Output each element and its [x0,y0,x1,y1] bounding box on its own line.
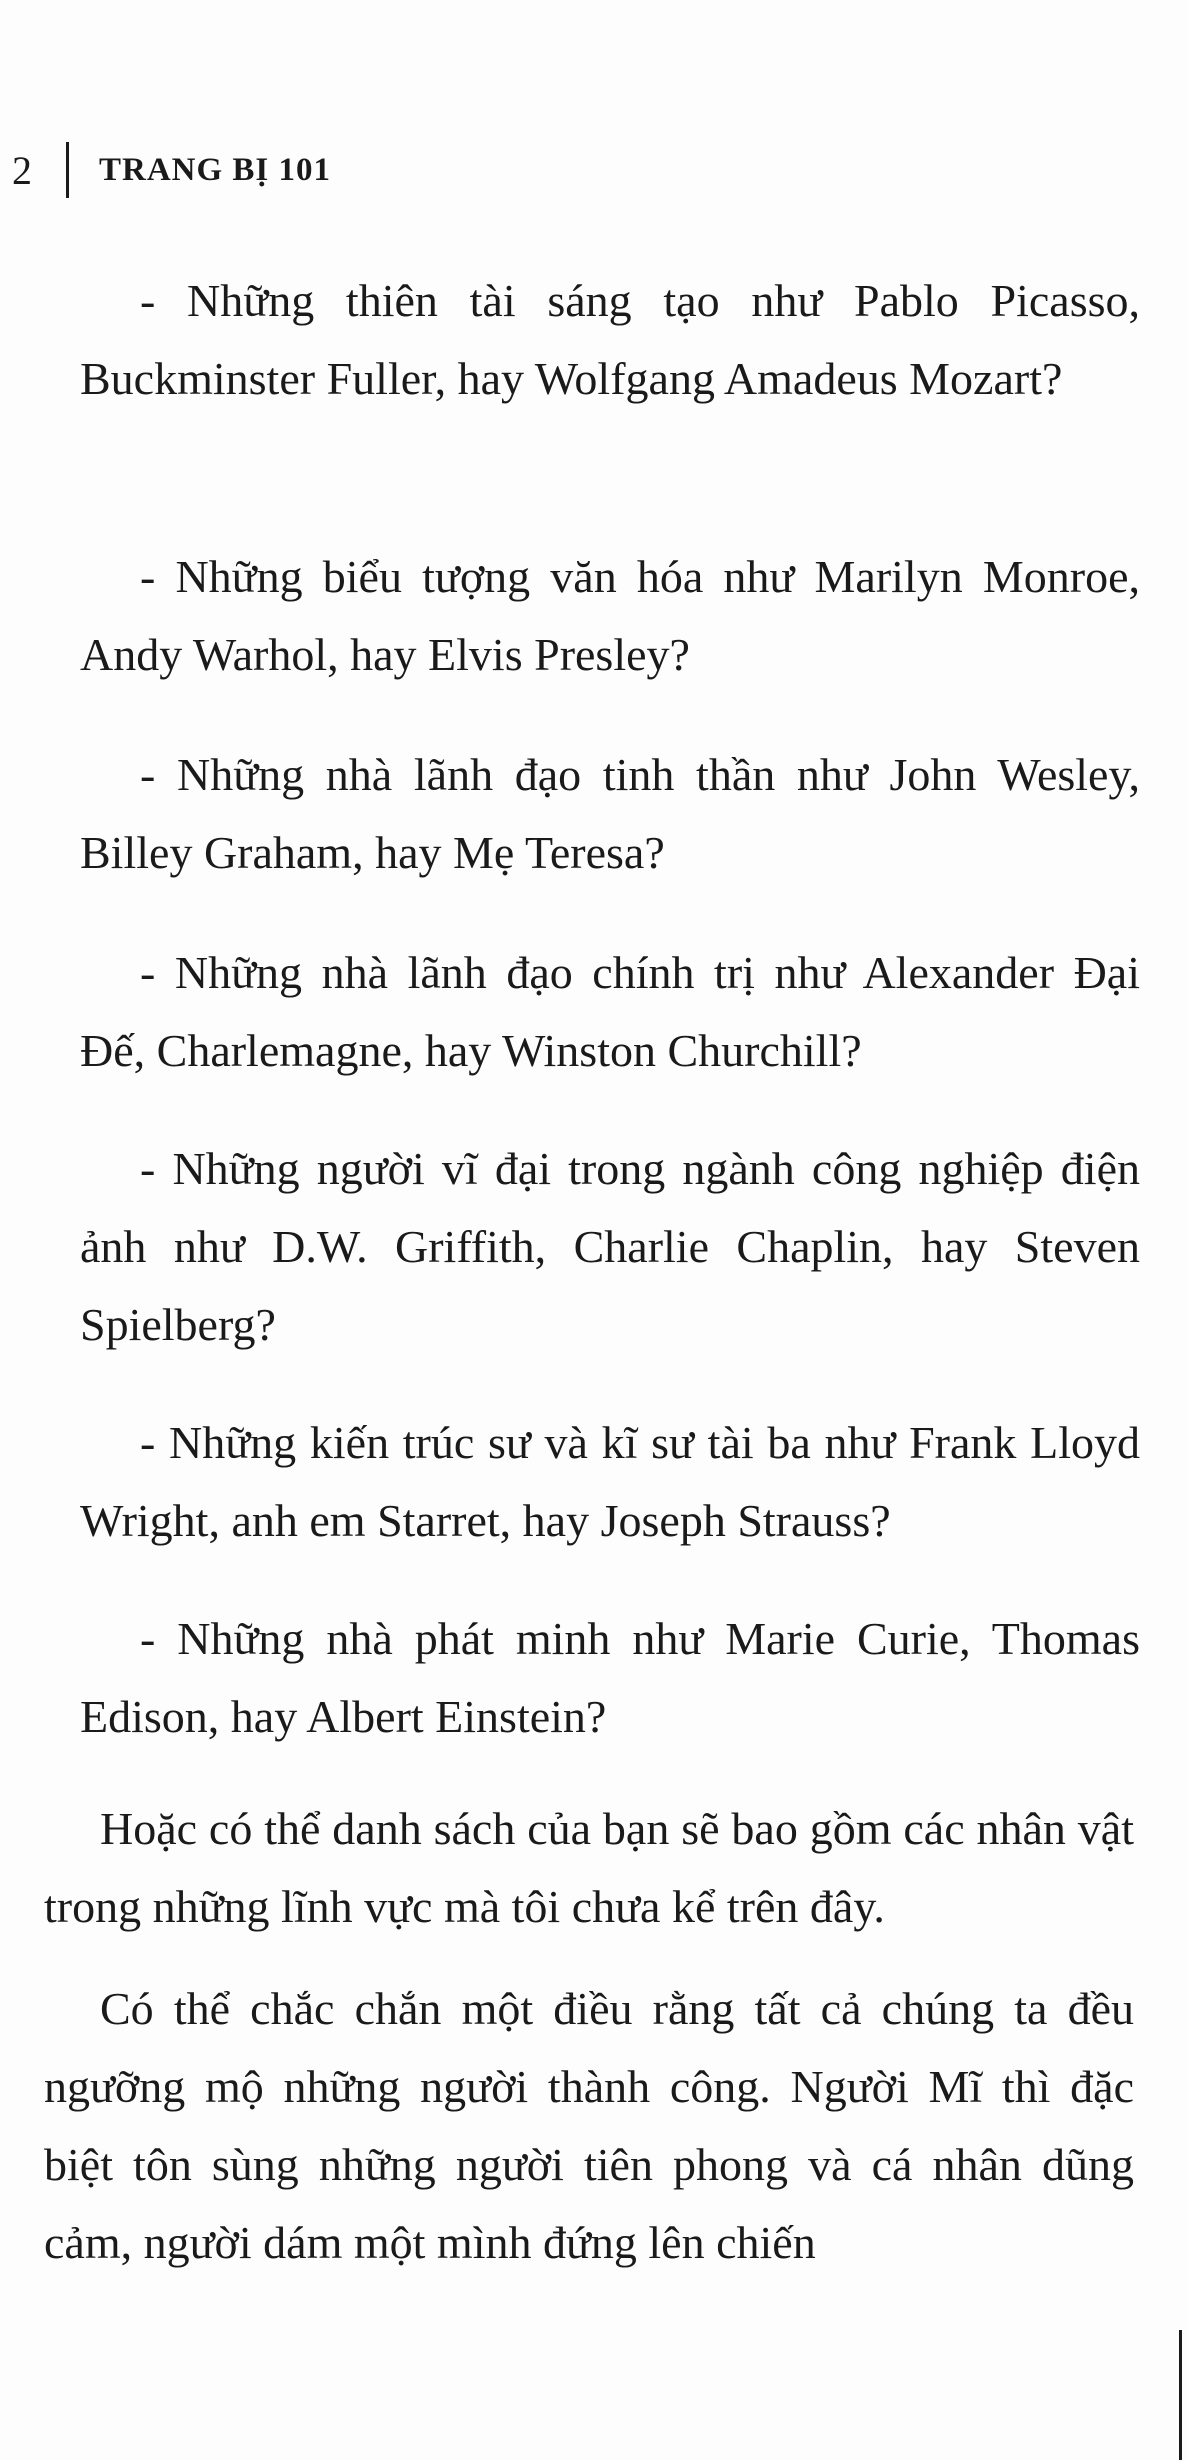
page-edge-line [1179,2330,1182,2460]
list-item-cultural-icons: - Những biểu tượng văn hóa như Marilyn Monroe, Andy Warhol, hay Elvis Presley? [80,551,1140,680]
list-item-creative-geniuses: - Những thiên tài sáng tạo như Pablo Picasso, Buckminster Fuller, hay Wolfgang Amadeus Mozart? [80,275,1140,404]
list-item-inventors: - Những nhà phát minh như Marie Curie, Thomas Edison, hay Albert Einstein? [80,1613,1140,1742]
list-item-spiritual-leaders: - Những nhà lãnh đạo tinh thần như John Wesley, Billey Graham, hay Mẹ Teresa? [80,749,1140,878]
list-item-film-greats: - Những người vĩ đại trong ngành công nghiệp điện ảnh như D.W. Griffith, Charlie Chaplin, hay Steven Spielberg? [80,1143,1140,1350]
header-divider [66,142,69,198]
paragraph-other-fields: Hoặc có thể danh sách của bạn sẽ bao gồm các nhân vật trong những lĩnh vực mà tôi chưa kể trên đây. [44,1803,1134,1932]
list-item-political-leaders: - Những nhà lãnh đạo chính trị như Alexander Đại Đế, Charlemagne, hay Winston Churchill? [80,947,1140,1076]
page-number: 2 [12,147,32,193]
running-title: TRANG BỊ 101 [99,151,332,188]
page-header [12,140,331,200]
list-item-architects-engineers: - Những kiến trúc sư và kĩ sư tài ba như Frank Lloyd Wright, anh em Starret, hay Joseph Strauss? [80,1417,1140,1546]
paragraph-admiration: Có thể chắc chắn một điều rằng tất cả chúng ta đều ngưỡng mộ những người thành công. Người Mĩ thì đặc biệt tôn sùng những người tiên phong và cá nhân dũng cảm, người dám một mình đứng lên chiến [44,1983,1134,2268]
